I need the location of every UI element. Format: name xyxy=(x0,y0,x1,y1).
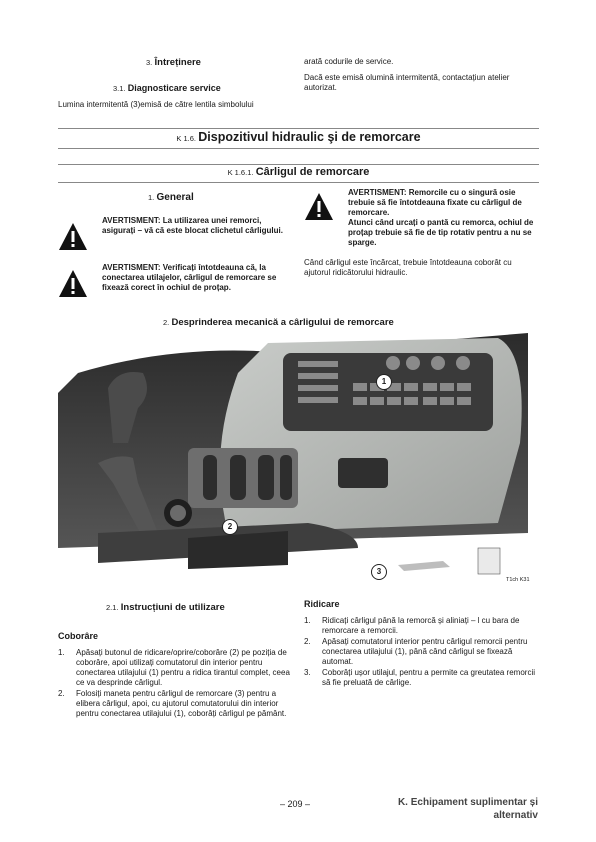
raise-heading: Ridicare xyxy=(304,599,340,609)
lower-heading: Coborâre xyxy=(58,631,99,641)
general-heading: 1. General xyxy=(148,192,194,203)
list-item: 1. Ridicați cârligul până la remorcă și aliniați – l cu bara de remorcare a remorcii. xyxy=(304,616,520,635)
section-heading-maintenance: 3. Întreținere xyxy=(146,57,201,68)
diagnostics-text-left: Lumina intermitentă (3)emisă de către lentila simbolului xyxy=(58,100,254,109)
list-item: 2. Apăsați comutatorul interior pentru cârligul remorcii pentru conectarea utilajului (1), până când cârligul se fixează automat. xyxy=(304,637,528,666)
warning-icon xyxy=(304,192,334,222)
subchapter-rule-top xyxy=(58,164,539,165)
page-number: – 209 – xyxy=(280,799,311,809)
warning-icon xyxy=(58,222,88,252)
warning-text-drawbar: AVERTISMENT: Verificați întotdeauna că, la conectarea utilajelor, cârligul de remorcare se fixează corect în ochiul de proțap. xyxy=(102,263,277,292)
list-item: 2. Folosiți maneta pentru cârligul de remorcare (3) pentru a elibera cârligul, apoi, cu ajutorul comutatorului din interior pentru conectarea utilajului (1), coborâți cârligul pe pământ. xyxy=(58,689,287,718)
warning-text-single-axle: AVERTISMENT: Remorcile cu o singură osie trebuie să fie întotdeauna fixate cu cârligul de remorcare. Atunci când urcați o pantă cu remorca, ochiul de proțap trebuie să fie de tip rotativ pentru a nu se sparge. xyxy=(348,188,534,247)
footer-chapter: K. Echipament suplimentar și alternativ xyxy=(397,797,538,821)
list-item: 1. Apăsați butonul de ridicare/oprire/coborâre (2) pe poziția de coborâre, apoi utilizați comutatorul din interior pentru conectarea utilajului (1) pentru a ridica tirantul complet, ceea ce va desprinde cârligul. xyxy=(58,648,290,687)
raise-steps xyxy=(304,616,538,689)
chapter-heading: K 1.6. Dispozitivul hidraulic şi de remorcare xyxy=(176,130,421,144)
subchapter-heading: K 1.6.1. Cârligul de remorcare xyxy=(227,166,370,178)
callout-2: 2 xyxy=(222,519,238,535)
subsection-heading-diagnostics: 3.1. Diagnosticare service xyxy=(113,83,221,93)
subchapter-rule-bottom xyxy=(58,182,539,183)
warning-icon xyxy=(58,269,88,299)
callout-1: 1 xyxy=(376,374,392,390)
release-heading: 2. Desprinderea mecanică a cârligului de remorcare xyxy=(163,317,394,328)
chapter-rule-top xyxy=(58,128,539,129)
diagnostics-text-right: arată codurile de service. Dacă este emisă olumină intermitentă, contactațiun atelier autorizat. xyxy=(304,57,510,92)
chapter-rule-bottom xyxy=(58,148,539,149)
figure-ref: T1ch K31 xyxy=(506,577,530,583)
general-note: Când cârligul este încărcat, trebuie întotdeauna coborât cu ajutorul ridicătorului hidraulic. xyxy=(304,258,512,277)
callout-3: 3 xyxy=(371,564,387,580)
lower-steps xyxy=(58,648,292,720)
list-item: 3. Coborâți ușor utilajul, pentru a permite ca greutatea remorcii să fie preluată de cârlige. xyxy=(304,668,535,687)
tractor-cab-photo xyxy=(58,333,539,585)
instructions-heading: 2.1. Instrucțiuni de utilizare xyxy=(106,602,225,613)
warning-text-latch: AVERTISMENT: La utilizarea unei remorci, asigurați – vă că este blocat clichetul cârligului. xyxy=(102,216,283,235)
